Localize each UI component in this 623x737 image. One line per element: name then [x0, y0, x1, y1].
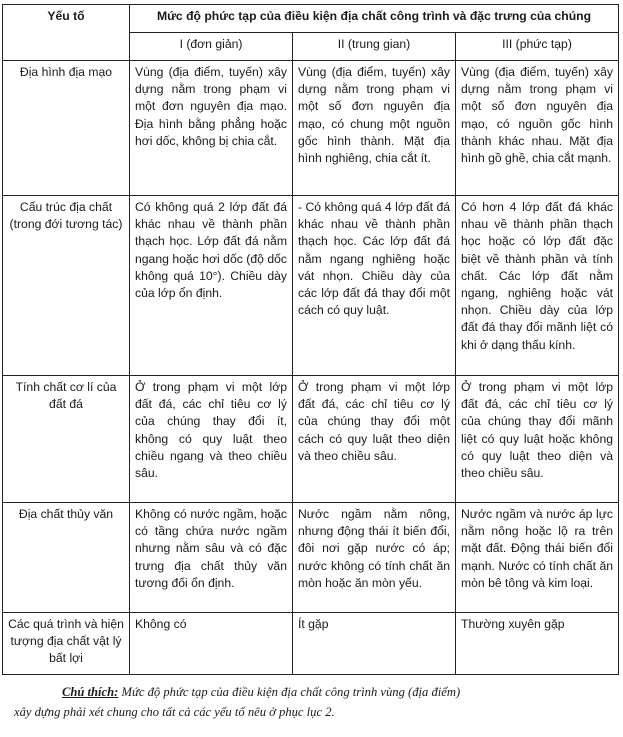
header-factor: Yếu tố [3, 5, 130, 61]
row-cell-level-2: Ở trong phạm vi một lớp đất đá, các chỉ tiêu cơ lý của chúng thay đổi một cách có quy luật theo diện và theo chiều sâu. [293, 376, 456, 503]
row-cell-level-2: - Có không quá 4 lớp đất đá khác nhau về thành phần thạch học. Các lớp đất đá nằm ngang nghiêng hoặc vát nhọn. Chiều dày của các lớp đất đá thay đổi một cách có quy luật. [293, 196, 456, 376]
table-row [3, 196, 619, 376]
geology-complexity-table [2, 4, 619, 675]
row-cell-level-3: Thường xuyên gặp [456, 613, 619, 675]
row-cell-level-2: Ít gặp [293, 613, 456, 675]
footnote-line-1 [14, 682, 614, 702]
footnote-text-1: Mức độ phức tạp của điều kiện địa chất công trình vùng (địa điểm) [121, 685, 461, 699]
table-row [3, 613, 619, 675]
row-cell-level-2: Vùng (địa điểm, tuyến) xây dựng nằm trong phạm vi một số đơn nguyên địa mạo, có chung một nguồn gốc hình thành. Mặt địa hình nghiêng, chia cắt ít. [293, 61, 456, 196]
row-cell-level-1: Không có nước ngầm, hoặc có tầng chứa nước ngầm nhưng nằm sâu và có đặc trưng địa chất thủy văn tương đối ổn định. [130, 503, 293, 613]
row-cell-level-3: Ở trong phạm vi một lớp đất đá, các chỉ tiêu cơ lý của chúng thay đổi mãnh liệt có quy luật hoặc không có quy luật theo diện và theo chiều sâu. [456, 376, 619, 503]
header-main-title: Mức độ phức tạp của điều kiện địa chất công trình và đặc trưng của chúng [130, 5, 619, 33]
header-level-2: II (trung gian) [293, 33, 456, 61]
row-factor: Cấu trúc địa chất (trong đới tương tác) [3, 196, 130, 376]
row-factor: Các quá trình và hiện tượng địa chất vật lý bất lợi [3, 613, 130, 675]
table-row [3, 503, 619, 613]
row-cell-level-3: Vùng (địa điểm, tuyến) xây dựng nằm trong phạm vi một số đơn nguyên địa mạo, có nguồn gốc hình thành khác nhau. Mặt địa hình gồ ghề, chia cắt mạnh. [456, 61, 619, 196]
table-row [3, 61, 619, 196]
row-cell-level-2: Nước ngầm nằm nông, nhưng động thái ít biến đổi, đôi nơi gặp nước có áp; nước không có tính chất ăn mòn hoặc ăn mòn yếu. [293, 503, 456, 613]
table-row [3, 376, 619, 503]
row-cell-level-1: Không có [130, 613, 293, 675]
row-cell-level-3: Có hơn 4 lớp đất đá khác nhau về thành phần thạch học hoặc có lớp đất đặc biệt về thành phần và tính chất. Các lớp đất nằm ngang, nghiêng hoặc vát nhọn. Chiều dày của lớp đất đá thay đổi mãnh liệt có khi ở dạng thấu kính. [456, 196, 619, 376]
header-level-1: I (đơn giản) [130, 33, 293, 61]
row-cell-level-1: Vùng (địa điểm, tuyến) xây dựng nằm trong phạm vi một đơn nguyên địa mạo. Địa hình bằng phẳng hoặc hơi dốc, không bị chia cắt. [130, 61, 293, 196]
row-factor: Địa chất thủy văn [3, 503, 130, 613]
header-level-3: III (phức tạp) [456, 33, 619, 61]
row-factor: Tính chất cơ lí của đất đá [3, 376, 130, 503]
row-factor: Địa hình địa mạo [3, 61, 130, 196]
row-cell-level-1: Có không quá 2 lớp đất đá khác nhau về thành phần thạch học. Lớp đất đá nằm ngang hoặc hơi dốc (độ dốc không quá 10°). Chiều dày của lớp ổn định. [130, 196, 293, 376]
footnote [14, 682, 614, 722]
footnote-label: Chú thích: [62, 685, 119, 699]
footnote-text-2: xây dựng phải xét chung cho tất cả các yếu tố nêu ở phục lục 2. [14, 705, 335, 719]
row-cell-level-3: Nước ngầm và nước áp lực nằm nông hoặc lộ ra trên mặt đất. Động thái biến đổi mạnh. Nước có tính chất ăn mòn bê tông và kim loại. [456, 503, 619, 613]
row-cell-level-1: Ở trong phạm vi một lớp đất đá, các chỉ tiêu cơ lý của chúng thay đổi ít, không có quy luật theo chiều ngang và theo chiều sâu. [130, 376, 293, 503]
header-row-main [3, 5, 619, 33]
